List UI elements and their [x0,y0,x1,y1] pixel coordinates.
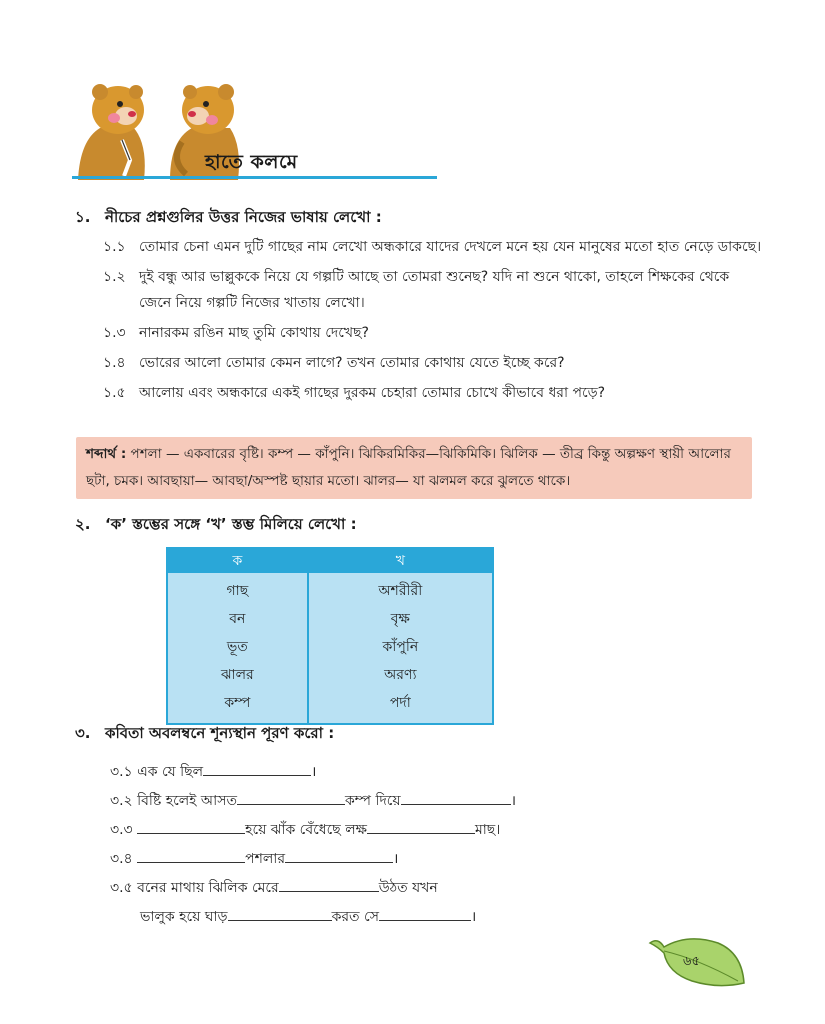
fill-blanks-list [110,757,670,931]
item-text: আলোয় এবং অন্ধকারে একই গাছের দুরকম চেহারা তোমার চোখে কীভাবে ধরা পড়ে? [139,385,606,401]
blank-field[interactable] [367,815,475,834]
table-row [167,633,493,661]
bear-left-icon [78,84,145,180]
item-number: ৩.৪ [110,851,133,867]
item-number: ৩.৫ [110,880,133,896]
item-text: হয়ে ঝাঁক বেঁধেছে লক্ষ [245,822,367,838]
item-text: দুই বন্ধু আর ভাল্লুককে নিয়ে যে গল্পটি আছে তা তোমরা শুনেছ? যদি না শুনে থাকো, তাহলে শিক্ষকের থেকে জেনে নিয়ে গল্পটি নিজের খাতায় লেখো। [139,269,730,311]
blank-field[interactable] [279,873,379,892]
table-row [167,573,493,605]
list-item [110,815,670,844]
question-2-text: ‘ক’ স্তম্ভের সঙ্গে ‘খ’ স্তম্ভ মিলিয়ে লেখো : [105,515,357,533]
item-text: । [393,851,399,867]
table-cell: ঝালর [220,667,254,683]
question-2-number: ২. [75,515,91,533]
item-text: ভোরের আলো তোমার কেমন লাগে? তখন তোমার কোথায় যেতে ইচ্ছে করে? [139,355,565,371]
item-text: । [470,909,477,925]
column-header-ka: ক [167,548,308,573]
list-item [110,757,670,786]
column-header-kha: খ [308,548,493,573]
table-cell: কাঁপুনি [308,633,493,661]
table-header-row [167,548,493,573]
item-text: মাছ। [474,822,501,838]
list-item [110,873,670,902]
section-title-underline [72,176,437,179]
list-item [103,350,763,376]
table-row [167,689,493,724]
blank-field[interactable] [228,902,332,921]
item-text: কম্প দিয়ে [344,793,401,809]
table-cell: বন [229,611,246,627]
list-item [103,380,763,406]
table-cell: ভূত [226,639,248,655]
table-cell: গাছ [226,583,249,599]
table-row [167,661,493,689]
section-title: হাতে কলমে [205,151,298,173]
table-cell: অশরীরী [308,573,493,605]
item-number: ৩.২ [110,793,133,809]
item-number: ৩.১ [110,764,133,780]
list-item [110,844,670,873]
matching-table [166,547,494,725]
question-2-heading [75,513,357,538]
blank-field[interactable] [203,757,311,776]
list-item [110,786,670,815]
list-item [103,320,763,346]
item-text: । [311,764,317,780]
item-text: পশলার [245,851,286,867]
item-text: নানারকম রঙিন মাছ তুমি কোথায় দেখেছ? [139,325,369,341]
glossary-label: শব্দার্থ : [86,446,127,462]
list-item [103,264,763,316]
glossary-box [76,437,752,499]
glossary-text: পশলা — একবারের বৃষ্টি। কম্প — কাঁপুনি। ঝিকিরমিকির—ঝিকিমিকি। ঝিলিক — তীব্র কিন্তু অল্পক্ষণ স্থায়ী আলোর ছটা, চমক। আবছায়া— আবছা/অস্পষ্ট ছায়ার মতো। ঝালর— যা ঝলমল করে ঝুলতে থাকে। [86,446,731,489]
item-number: ১.৩ [103,325,126,341]
item-text: বনের মাথায় ঝিলিক মেরে [137,880,279,896]
item-text: তোমার চেনা এমন দুটি গাছের নাম লেখো অন্ধকারে যাদের দেখলে মনে হয় যেন মানুষের মতো হাত নেড়ে ডাকছে। [139,239,762,255]
table-cell: বৃক্ষ [308,605,493,633]
table-row [167,605,493,633]
item-text: বিষ্টি হলেই আসত [137,793,237,809]
page-number: ৬৫ [683,954,700,969]
item-text: করত সে [331,909,379,925]
list-item [110,902,670,931]
item-text: এক যে ছিল [137,764,204,780]
item-number: ১.১ [103,239,126,255]
blank-field[interactable] [237,786,345,805]
blank-field[interactable] [137,815,245,834]
blank-field[interactable] [401,786,511,805]
question-3-number: ৩. [75,724,91,742]
question-1-number: ১. [75,208,91,226]
item-text: উঠত যখন [378,880,438,896]
list-item [103,234,763,260]
item-text: ভালুক হয়ে ঘাড় [140,909,228,925]
question-1-text: নীচের প্রশ্নগুলির উত্তর নিজের ভাষায় লেখো : [105,208,382,226]
item-number: ১.৪ [103,355,126,371]
table-cell: অরণ্য [308,661,493,689]
table-cell: পর্দা [308,689,493,724]
item-number: ১.৫ [103,385,126,401]
question-3-text: কবিতা অবলম্বনে শূন্যস্থান পূরণ করো : [105,724,335,742]
question-1-heading [75,206,382,231]
table-cell: কম্প [224,695,251,711]
item-text: । [510,793,516,809]
question-1-list [103,234,763,410]
question-3-heading [75,722,334,747]
blank-field[interactable] [137,844,245,863]
item-number: ১.২ [103,269,126,285]
blank-field[interactable] [285,844,393,863]
blank-field[interactable] [379,902,471,921]
item-number: ৩.৩ [110,822,133,838]
